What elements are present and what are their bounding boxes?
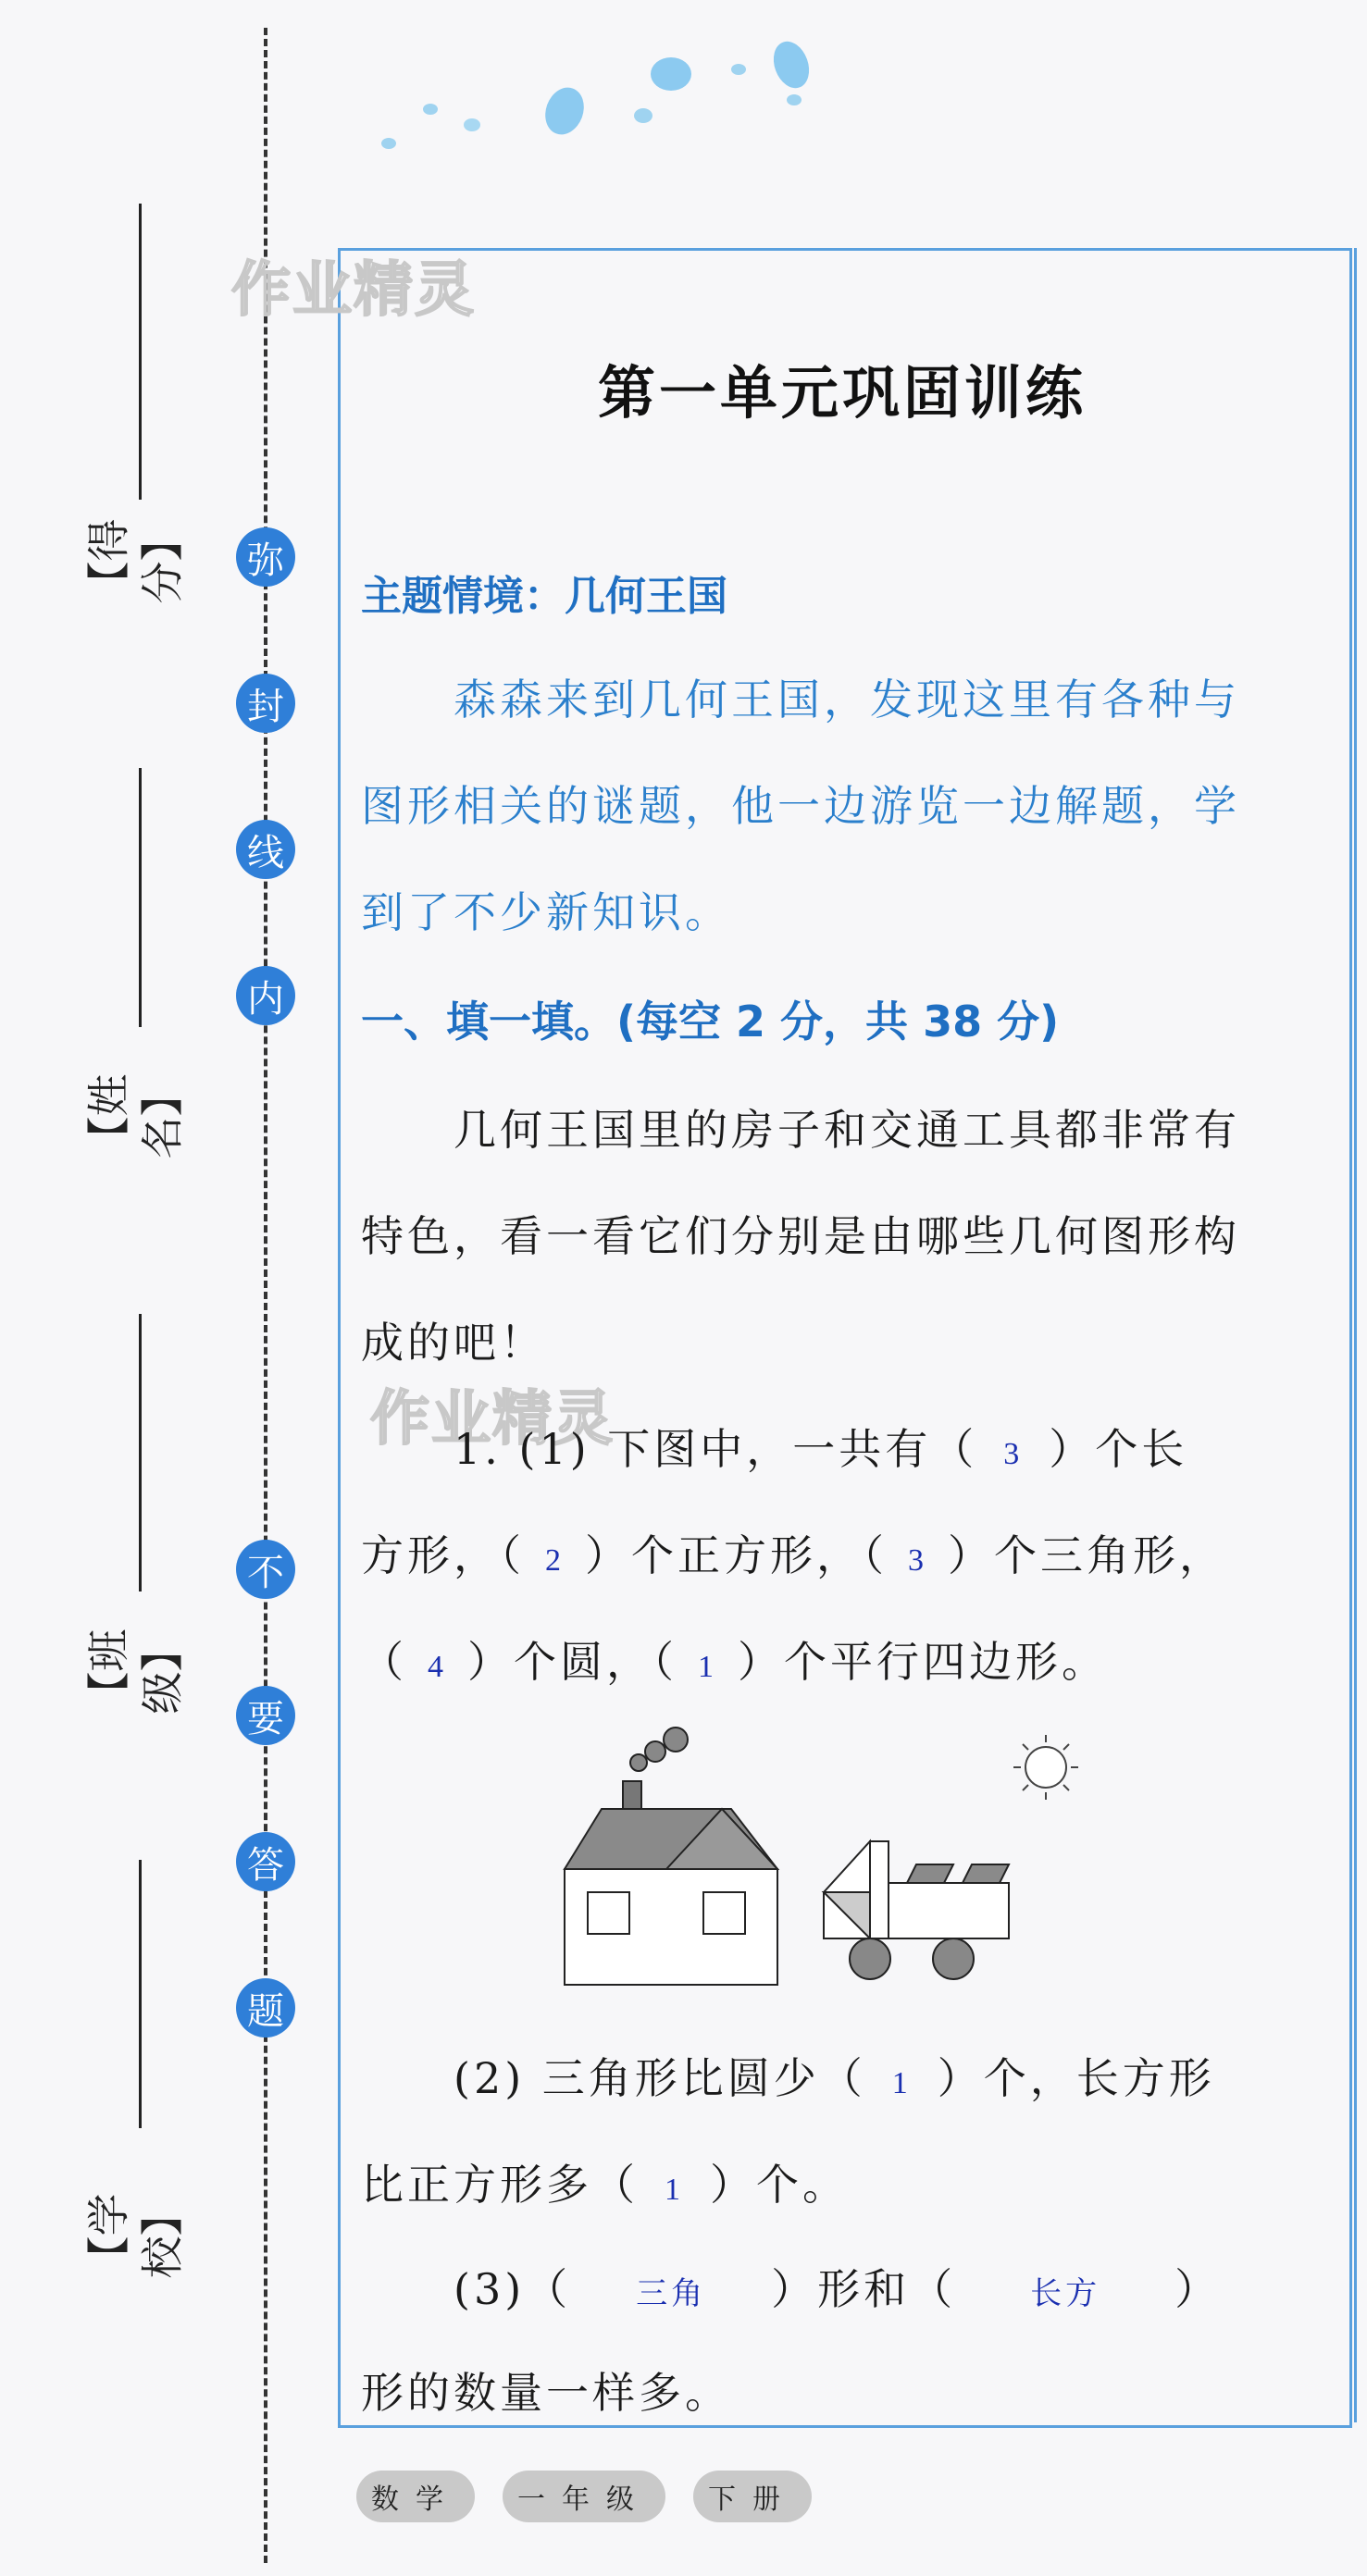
seal-char: 内 <box>236 966 295 1025</box>
seal-char: 不 <box>236 1540 295 1599</box>
intro-text: 成的吧！ <box>361 1318 546 1368</box>
answer-blank[interactable]: 4 <box>428 1650 447 1684</box>
seal-char: 要 <box>236 1686 295 1745</box>
page-title: 第一单元巩固训练 <box>597 359 1087 427</box>
score-line <box>139 204 142 500</box>
seal-char: 弥 <box>236 527 295 587</box>
footer <box>356 2471 839 2522</box>
theme-heading: 主题情境：几何王国 <box>361 573 727 620</box>
intro-text: 特色，看一看它们分别是由哪些几何图形构 <box>361 1211 1240 1261</box>
answer-blank[interactable]: 1 <box>698 1650 717 1684</box>
answer-blank[interactable]: 1 <box>665 2173 684 2207</box>
name-line-top <box>139 768 142 1027</box>
watermark: 作业精灵 <box>231 256 476 325</box>
q1-line: 1. (1) 下图中，一共有（ 3 ）个长 <box>454 1424 1188 1474</box>
seal-char: 封 <box>236 674 295 733</box>
grade-chip: 一年级 <box>503 2471 665 2522</box>
q3-line: 形的数量一样多。 <box>361 2368 731 2418</box>
theme-text: 森森来到几何王国，发现这里有各种与 <box>454 675 1240 724</box>
intro-text: 几何王国里的房子和交通工具都非常有 <box>454 1105 1240 1155</box>
class-label: 【班级】 <box>83 1629 187 1715</box>
seal-char: 答 <box>236 1832 295 1891</box>
q1-line: 方形，（ 2 ）个正方形，（ 3 ）个三角形， <box>361 1530 1225 1580</box>
seal-char: 线 <box>236 820 295 879</box>
school-label: 【学校】 <box>83 2193 187 2279</box>
answer-blank[interactable]: 1 <box>891 2066 912 2100</box>
cut-dashed-line <box>264 28 267 2563</box>
watermark: 作业精灵 <box>370 1385 615 1454</box>
answer-blank[interactable]: 3 <box>1003 1437 1024 1471</box>
section-heading: 一、填一填。(每空 2 分，共 38 分) <box>361 997 1060 1046</box>
answer-blank[interactable]: 长方 <box>1030 2277 1101 2311</box>
theme-text: 图形相关的谜题，他一边游览一边解题，学 <box>361 781 1240 831</box>
name-label: 【姓名】 <box>83 1073 187 1159</box>
leaf-decoration <box>352 28 833 167</box>
answer-blank[interactable]: 2 <box>545 1543 565 1578</box>
volume-chip: 下册 <box>693 2471 812 2522</box>
q1-line: （ 4 ）个圆，（ 1 ）个平行四边形。 <box>361 1637 1108 1687</box>
geometry-figure <box>546 1716 1101 2003</box>
q2-line: 比正方形多（ 1 ）个。 <box>361 2160 849 2210</box>
answer-blank[interactable]: 三角 <box>636 2277 707 2311</box>
q3-line: (3)（ 三角 ）形和（ 长方 ） <box>454 2264 1222 2314</box>
subject-chip: 数学 <box>356 2471 475 2522</box>
seal-char: 题 <box>236 1978 295 2037</box>
theme-text: 到了不少新知识。 <box>361 887 731 937</box>
score-label: 【得分】 <box>83 518 187 604</box>
q2-line: (2) 三角形比圆少（ 1 ）个，长方形 <box>454 2053 1215 2103</box>
answer-blank[interactable]: 3 <box>908 1543 927 1578</box>
school-line-top <box>139 1860 142 2128</box>
class-line-top <box>139 1314 142 1591</box>
